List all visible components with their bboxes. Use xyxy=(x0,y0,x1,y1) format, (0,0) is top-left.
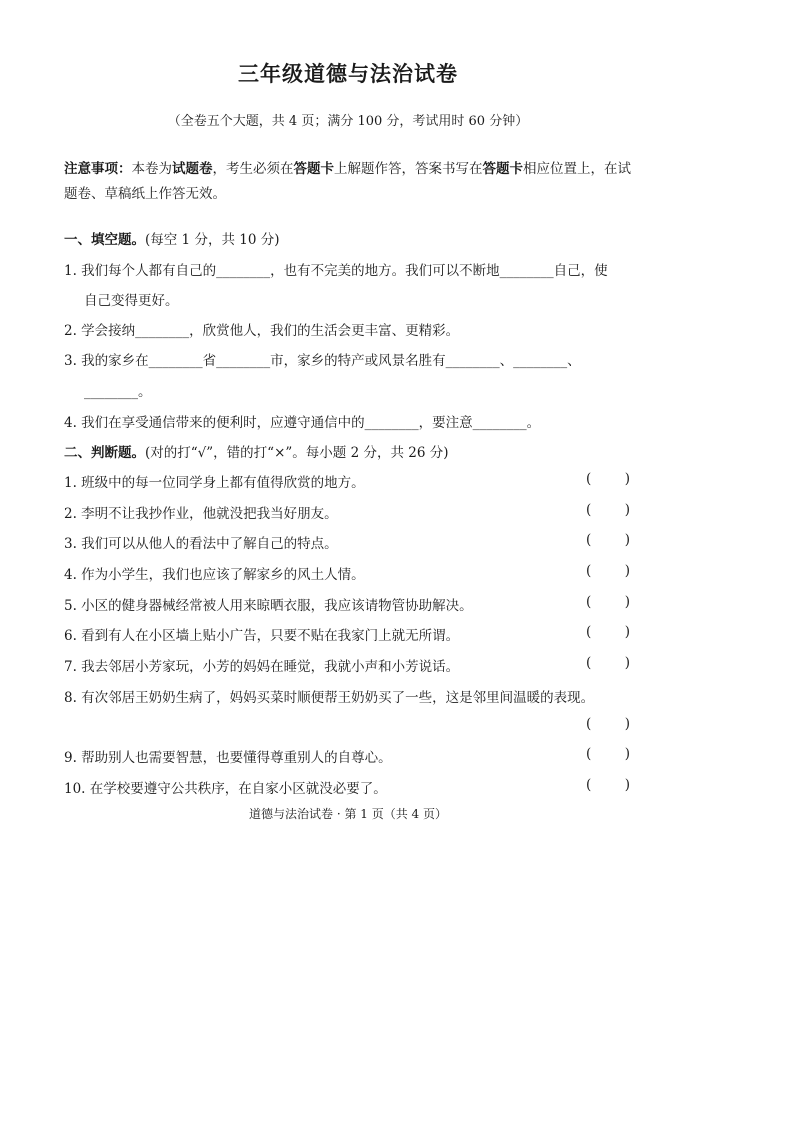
judge-question: 5. 小区的健身器械经常被人用来晾晒衣服，我应该请物管协助解决。 xyxy=(64,598,473,614)
notice-text: 本卷为 xyxy=(131,161,172,177)
exam-page: 三年级道德与法治试卷 （全卷五个大题，共 4 页；满分 100 分，考试用时 60 分钟） 注意事项：本卷为试题卷，考生必须在答题卡上解题作答，答案书写在答题卡相应位置上，在试题卷、草稿纸上作答无效。 一、填空题。(每空 1 分，共 10 分) 1. 我们每个人都有自己的________，也有不完美的地方。我们可以不断地________自己，使 自己变得更好。 2. 学会接纳________，欣赏他人，我们的生活会更丰富、更精彩。 3. 我的家乡在________省________市，家乡的特产或风景名胜有________、________、 ________。 4. 我们在享受通信带来的便利时，应遵守通信中的________，要注意________。 二、判断题。(对的打“√”，错的打“×”。每小题 2 分，共 26 分) 1. 班级中的每一位同学身上都有值得欣赏的地方。 ( ) 2. 李明不让我抄作业，他就没把我当好朋友。 ( ) 3. 我们可以从他人的看法中了解自己的特点。 ( ) 4. 作为小学生，我们也应该了解家乡的风土人情。 ( ) 5. 小区的健身器械经常被人用来晾晒衣服，我应该请物管协助解决。 ( ) 6. 看到有人在小区墙上贴小广告，只要不贴在我家门上就无所谓。 ( ) 7. 我去邻居小芳家玩，小芳的妈妈在睡觉，我就小声和小芳说话。 ( ) 8. 有次邻居王奶奶生病了，妈妈买菜时顺便帮王奶奶买了一些，这是邻里间温暖的表现。 ( ) 9. 帮助别人也需要智慧，也要懂得尊重别人的自尊心。 ( ) 10. 在学校要遵守公共秩序，在自家小区就没必要了。 ( ) 道德与法治试卷 · 第 1 页（共 4 页） xyxy=(0,0,794,1122)
page-title: 三年级道德与法治试卷 xyxy=(238,61,458,86)
notice-emphasis: 答题卡 xyxy=(293,161,334,177)
section-scoring: (对的打“√”，错的打“×”。每小题 2 分，共 26 分) xyxy=(145,445,449,461)
fill-question-3-cont: ________。 xyxy=(84,384,152,400)
judge-question: 9. 帮助别人也需要智慧，也要懂得尊重别人的自尊心。 xyxy=(64,750,392,766)
section-scoring: (每空 1 分，共 10 分) xyxy=(145,232,280,248)
judge-question: 1. 班级中的每一位同学身上都有值得欣赏的地方。 xyxy=(64,475,365,491)
notice-emphasis: 试题卷 xyxy=(172,161,213,177)
judge-question: 3. 我们可以从他人的看法中了解自己的特点。 xyxy=(64,536,338,552)
section-title: 二、判断题。 xyxy=(64,445,145,461)
notice-label: 注意事项： xyxy=(64,161,132,177)
fill-question-4: 4. 我们在享受通信带来的便利时，应遵守通信中的________，要注意________。 xyxy=(64,415,541,431)
fill-question-2: 2. 学会接纳________，欣赏他人，我们的生活会更丰富、更精彩。 xyxy=(64,323,460,339)
section-heading-true-false xyxy=(64,441,449,461)
fill-question-1: 1. 我们每个人都有自己的________，也有不完美的地方。我们可以不断地________自己，使 xyxy=(64,263,608,279)
fill-question-1-cont: 自己变得更好。 xyxy=(84,293,179,309)
fill-question-3: 3. 我的家乡在________省________市，家乡的特产或风景名胜有________、________、 xyxy=(64,353,581,369)
exam-notice xyxy=(64,157,644,207)
section-heading-fill-blank xyxy=(64,228,279,248)
notice-text: 上解题作答，答案书写在 xyxy=(334,161,483,177)
judge-question: 2. 李明不让我抄作业，他就没把我当好朋友。 xyxy=(64,506,338,522)
exam-info: （全卷五个大题，共 4 页；满分 100 分，考试用时 60 分钟） xyxy=(167,114,529,129)
judge-question: 4. 作为小学生，我们也应该了解家乡的风土人情。 xyxy=(64,567,365,583)
judge-question: 10. 在学校要遵守公共秩序，在自家小区就没必要了。 xyxy=(64,781,387,797)
notice-emphasis: 答题卡 xyxy=(482,161,523,177)
judge-question: 6. 看到有人在小区墙上贴小广告，只要不贴在我家门上就无所谓。 xyxy=(64,628,460,644)
section-title: 一、填空题。 xyxy=(64,232,145,248)
notice-text: ，考生必须在 xyxy=(212,161,294,177)
judge-question: 7. 我去邻居小芳家玩，小芳的妈妈在睡觉，我就小声和小芳说话。 xyxy=(64,659,460,675)
judge-question: 8. 有次邻居王奶奶生病了，妈妈买菜时顺便帮王奶奶买了一些，这是邻里间温暖的表现。 xyxy=(64,690,595,706)
page-footer: 道德与法治试卷 · 第 1 页（共 4 页） xyxy=(249,807,447,821)
notice-text: 相应位置上，在试题卷、草稿纸上作答无效。 xyxy=(64,161,631,202)
